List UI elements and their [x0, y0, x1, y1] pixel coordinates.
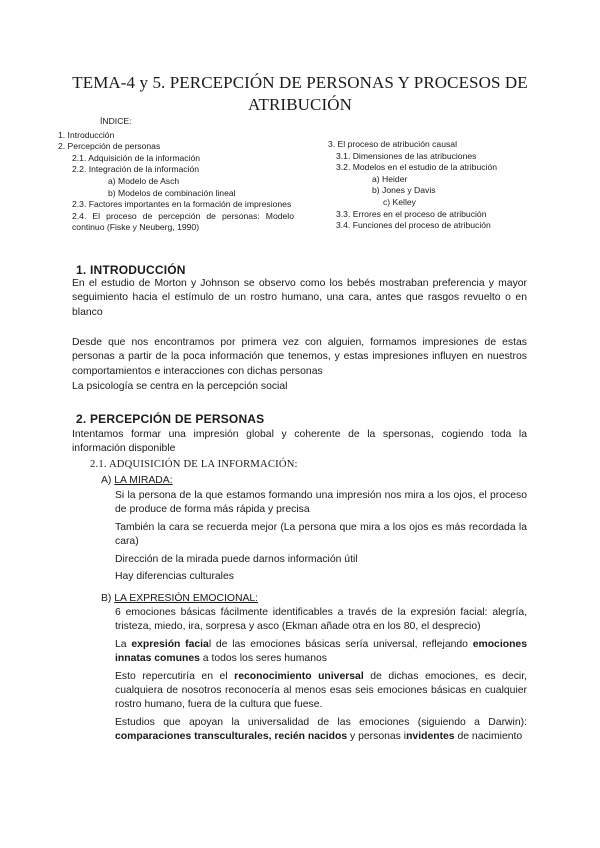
index-item: 3. El proceso de atribución causal [328, 139, 457, 149]
item-a-label: A) [101, 475, 115, 486]
text-run: La [115, 638, 132, 650]
index-item: 2.4. El proceso de percepción de personas: Modelo continuo (Fiske y Neuberg, 1990) [72, 210, 294, 233]
text-run: de nacimiento [454, 731, 523, 743]
section-heading-percepcion: 2. PERCEPCIÓN DE PERSONAS [76, 412, 265, 426]
index-right-column [328, 139, 558, 232]
index-item: 2.2. Integración de la información [72, 164, 200, 175]
item-b-paragraph-2 [115, 638, 527, 667]
index-item: a) Modelo de Asch [108, 175, 180, 186]
item-a-line: Hay diferencias culturales [115, 571, 234, 583]
text-run: a todos los seres humanos [199, 653, 327, 665]
item-a-content [115, 489, 527, 584]
index-item: b) Modelos de combinación lineal [108, 187, 236, 198]
index-item: 2.3. Factores importantes en la formación de impresiones [72, 199, 292, 210]
index-left-column [58, 118, 320, 234]
index-item: 3.2. Modelos en el estudio de la atribución [336, 162, 497, 173]
index-heading: ÍNDICE: [100, 116, 132, 126]
subsection-heading-adquisicion: 2.1. ADQUISICIÓN DE LA INFORMACIÓN: [90, 459, 298, 470]
intro-paragraph-2: Desde que nos encontramos por primera vez con alguien, formamos impresiones de estas personas a partir de la poca información que tenemos, y estas impresiones influyen en nuestros comportamientos e interacciones con dichas personas [72, 337, 527, 377]
item-a-line: Si la persona de la que estamos formando una impresión nos mira a los ojos, el proceso de produce de forma más rápida y precisa [115, 490, 527, 516]
perception-paragraph-1: Intentamos formar una impresión global y coherente de la spersonas, cogiendo toda la información disponible [72, 429, 527, 455]
index-item: a) Heider [372, 173, 408, 184]
item-a-line: Dirección de la mirada puede darnos información útil [115, 553, 358, 565]
item-a-line: También la cara se recuerda mejor (La persona que mira a los ojos es más recordada la cara) [115, 521, 527, 548]
item-a-heading [101, 474, 521, 488]
item-b-paragraph-4 [115, 716, 527, 745]
item-a-title: LA MIRADA: [114, 475, 173, 486]
intro-paragraph-3: La psicología se centra en la percepción social [72, 381, 288, 392]
text-run: de dichas emociones, es decir, cualquiera de nosotros reconocería al menos esas seis emociones básicas en cualquier rostro humano, fuera de la cultura que fuese. [115, 670, 527, 711]
text-run: l de las emociones básicas sería universal, reflejando [208, 638, 473, 650]
index-item: 1. Introducción [58, 129, 115, 140]
text-run-bold: nvidentes [406, 731, 455, 743]
item-b-title: LA EXPRESIÓN EMOCIONAL: [114, 593, 259, 604]
index-item: b) Jones y Davis [372, 185, 436, 196]
text-run-bold: reconocimiento universal [234, 670, 364, 682]
text-run: Estudios que apoyan la universalidad de las emociones (siguiendo a Darwin): [115, 716, 527, 728]
text-run-bold: expresión facia [131, 638, 209, 650]
item-b-paragraph-3 [115, 670, 527, 713]
index-item: 3.1. Dimensiones de las atribuciones [336, 150, 477, 161]
text-run-bold: emociones innatas comunes [115, 638, 527, 665]
text-run-bold: comparaciones transculturales, recién nacidos [115, 731, 348, 743]
item-b-paragraph-1: 6 emociones básicas fácilmente identificables a través de la expresión facial: alegría, tristeza, miedo, ira, sorpresa y asco (Ekman añade otra en los 80, el desprecio) [115, 607, 527, 633]
item-b-content [115, 606, 527, 745]
item-b-heading [101, 592, 521, 606]
text-run: y personas i [347, 731, 407, 743]
section-heading-introduccion: 1. INTRODUCCIÓN [76, 263, 186, 277]
text-run: Esto repercutiría en el [115, 670, 235, 682]
document-title: TEMA-4 y 5. PERCEPCIÓN DE PERSONAS Y PROCESOS DE ATRIBUCIÓN [72, 73, 528, 114]
index-item: 3.4. Funciones del proceso de atribución [336, 220, 491, 231]
index-item: c) Kelley [383, 196, 416, 207]
index-item: 2.1. Adquisición de la información [72, 152, 201, 163]
index-item: 3.3. Errores en el proceso de atribución [336, 208, 487, 219]
index-item: 2. Percepción de personas [58, 141, 161, 152]
intro-paragraph-1: En el estudio de Morton y Johnson se observo como los bebés mostraban preferencia y mayor seguimiento hacia el estímulo de un rostro humano, una cara, antes que rasgos revuelto o en blanco [72, 278, 527, 318]
item-b-label: B) [101, 593, 115, 604]
